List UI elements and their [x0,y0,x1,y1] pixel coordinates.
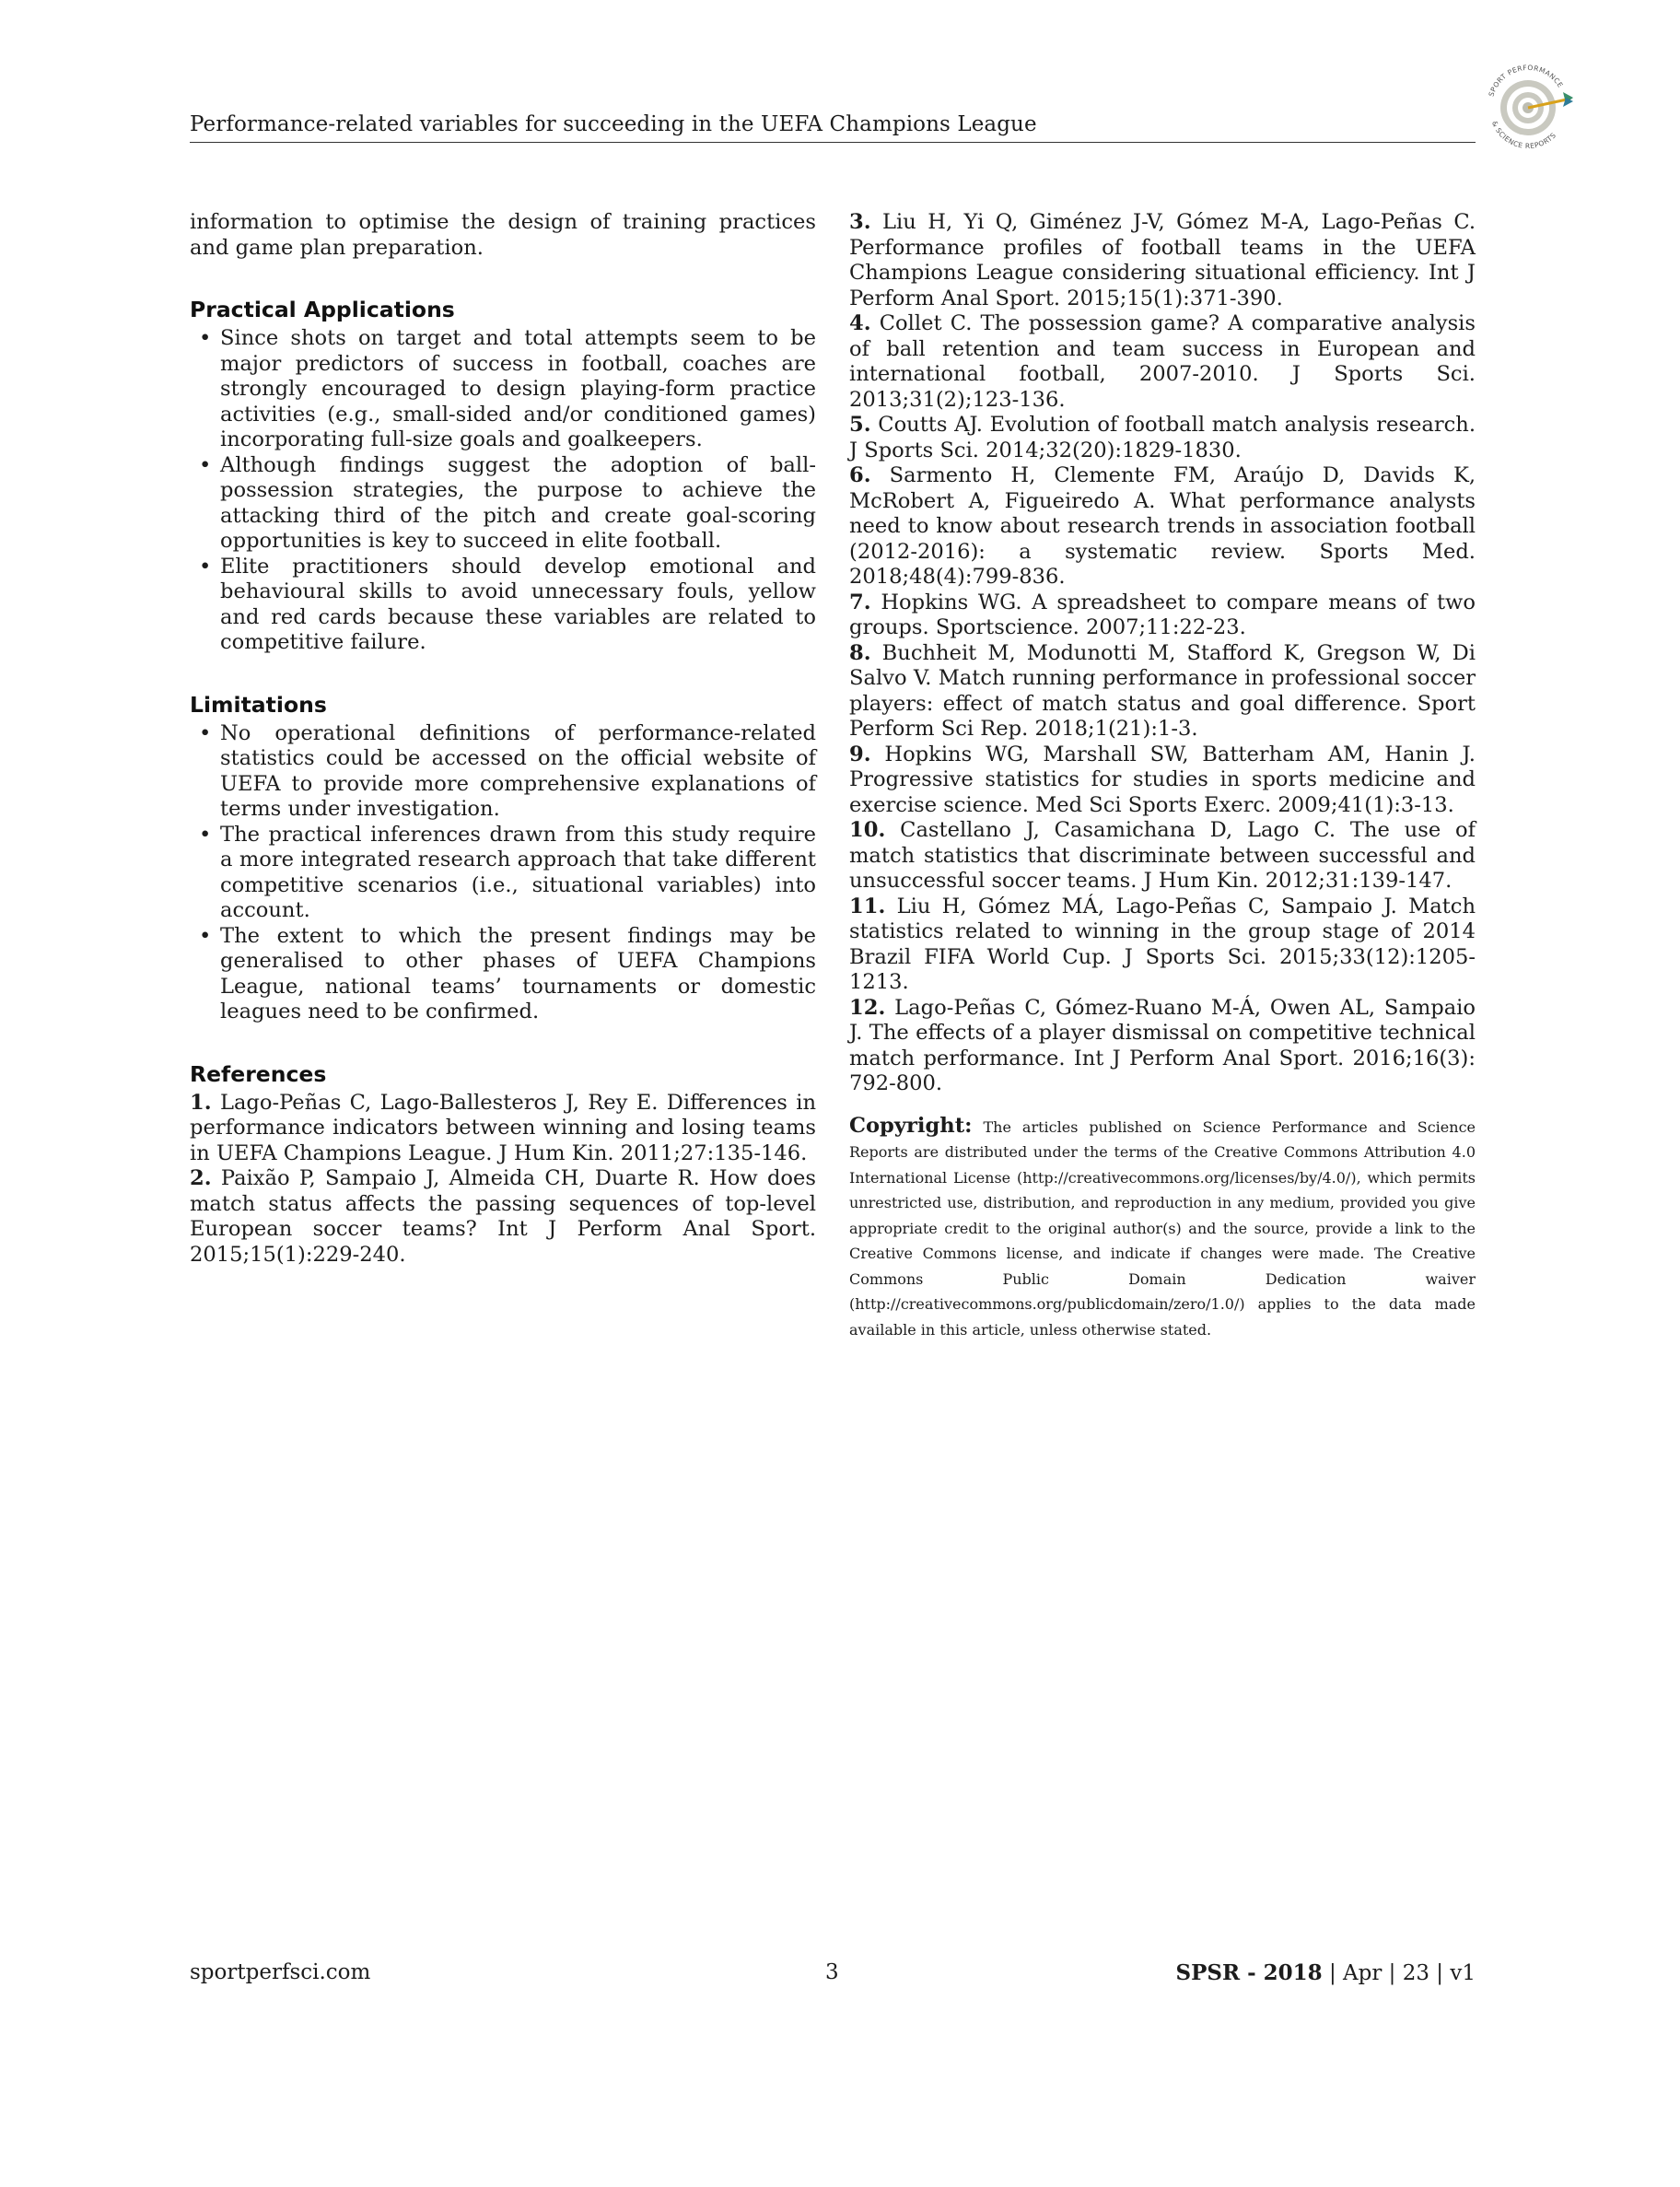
reference-item: 10. Castellano J, Casamichana D, Lago C. The use of match statistics that discriminate between successful and unsuccessful soccer teams. J Hum Kin. 2012;31:139-147. [849,818,1476,893]
reference-item: 6. Sarmento H, Clemente FM, Araújo D, Davids K, McRobert A, Figueiredo A. What performance analysts need to know about research trends in association football (2012-2016): a systematic review. Sports Med. 2018;48(4):799-836. [849,463,1476,589]
references-heading: References [190,1060,327,1087]
list-item: • The extent to which the present findings may be generalised to other phases of UEFA Champions League, national teams’ tournaments or domestic leagues need to be confirmed. [199,923,816,1023]
bullet-icon: • [199,452,212,477]
list-item: • The practical inferences drawn from this study require a more integrated research approach that take different competitive scenarios (i.e., situational variables) into account. [199,822,816,922]
reference-item: 5. Coutts AJ. Evolution of football match analysis research. J Sports Sci. 2014;32(20):1829-1830. [849,413,1476,462]
reference-item: 12. Lago-Peñas C, Gómez-Ruano M-Á, Owen AL, Sampaio J. The effects of a player dismissal on competitive technical match performance. Int J Perform Anal Sport. 2016;16(3): 792-800. [849,995,1476,1095]
journal-issue: | Apr | 23 | v1 [1322,1961,1476,1985]
logo-text-bottom: & SCIENCE REPORTS [1490,120,1558,151]
reference-item: 9. Hopkins WG, Marshall SW, Batterham AM, Hanin J. Progressive statistics for studies in sports medicine and exercise science. Med Sci Sports Exerc. 2009;41(1):3-13. [849,742,1476,817]
copyright-notice [849,1114,1476,1343]
reference-item: 3. Liu H, Yi Q, Giménez J-V, Gómez M-A, Lago-Peñas C. Performance profiles of football teams in the UEFA Champions League considering situational efficiency. Int J Perform Anal Sport. 2015;15(1):371-390. [849,210,1476,310]
bullet-icon: • [199,554,212,579]
practical-applications-heading: Practical Applications [190,297,455,322]
intro-paragraph: information to optimise the design of training practices and game plan preparation. [190,210,816,260]
copyright-text: The articles published on Science Performance and Science Reports are distributed under the terms of the Creative Commons Attribution 4.0 International License (http://creativecommons.org/licenses/by/4.0/), which permits unrestricted use, distribution, and reproduction in any medium, provided you give appropriate credit to the original author(s) and the source, provide a link to the Creative Commons license, and indicate if changes were made. The Creative Commons Public Domain Dedication waiver (http://creativecommons.org/publicdomain/zero/1.0/) applies to the data made available in this article, unless otherwise stated. [849,1117,1476,1339]
reference-item: 7. Hopkins WG. A spreadsheet to compare means of two groups. Sportscience. 2007;11:22-23. [849,590,1476,639]
reference-item: 8. Buchheit M, Modunotti M, Stafford K, Gregson W, Di Salvo V. Match running performance in professional soccer players: effect of match status and goal difference. Sport Perform Sci Rep. 2018;1(21):1-3. [849,640,1476,741]
list-item: • Since shots on target and total attempts seem to be major predictors of success in football, coaches are strongly encouraged to design playing-form practice activities (e.g., small-sided and/or conditioned games) incorporating full-size goals and goalkeepers. [199,326,816,451]
list-item: • Elite practitioners should develop emotional and behavioural skills to avoid unnecessary fouls, yellow and red cards because these variables are related to competitive failure. [199,554,816,654]
header-rule [190,142,1476,143]
list-item: • Although findings suggest the adoption of ball-possession strategies, the purpose to achieve the attacking third of the pitch and create goal-scoring opportunities is key to succeed in elite football. [199,452,816,553]
footer-site-link[interactable]: sportperfsci.com [190,1960,371,1984]
running-header-title: Performance-related variables for succeeding in the UEFA Champions League [190,112,1037,136]
limitations-list [190,721,816,1025]
reference-item: 2. Paixão P, Sampaio J, Almeida CH, Duarte R. How does match status affects the passing sequences of top-level European soccer teams? Int J Perform Anal Sport. 2015;15(1):229-240. [190,1166,816,1267]
bullet-icon: • [199,822,212,847]
practical-applications-list [190,326,816,656]
bullet-icon: • [199,326,212,350]
reference-item: 1. Lago-Peñas C, Lago-Ballesteros J, Rey E. Differences in performance indicators between winning and losing teams in UEFA Champions League. J Hum Kin. 2011;27:135-146. [190,1090,816,1165]
page-number: 3 [825,1960,839,1984]
footer-journal-info [1175,1960,1476,1985]
page-footer [190,1960,1476,1988]
limitations-heading: Limitations [190,691,327,718]
journal-name: SPSR - 2018 [1175,1960,1323,1985]
journal-logo [1477,55,1579,157]
right-column [849,210,1476,1342]
logo-text-top: SPORT PERFORMANCE [1487,63,1565,98]
bullet-icon: • [199,720,212,745]
copyright-label: Copyright: [849,1113,973,1138]
bullet-icon: • [199,923,212,948]
reference-item: 11. Liu H, Gómez MÁ, Lago-Peñas C, Sampaio J. Match statistics related to winning in the group stage of 2014 Brazil FIFA World Cup. J Sports Sci. 2015;33(12):1205-1213. [849,894,1476,994]
reference-item: 4. Collet C. The possession game? A comparative analysis of ball retention and team success in European and international football, 2007-2010. J Sports Sci. 2013;31(2);123-136. [849,311,1476,412]
list-item: • No operational definitions of performance-related statistics could be accessed on the official website of UEFA to provide more comprehensive explanations of terms under investigation. [199,720,816,821]
left-column [190,210,816,1268]
